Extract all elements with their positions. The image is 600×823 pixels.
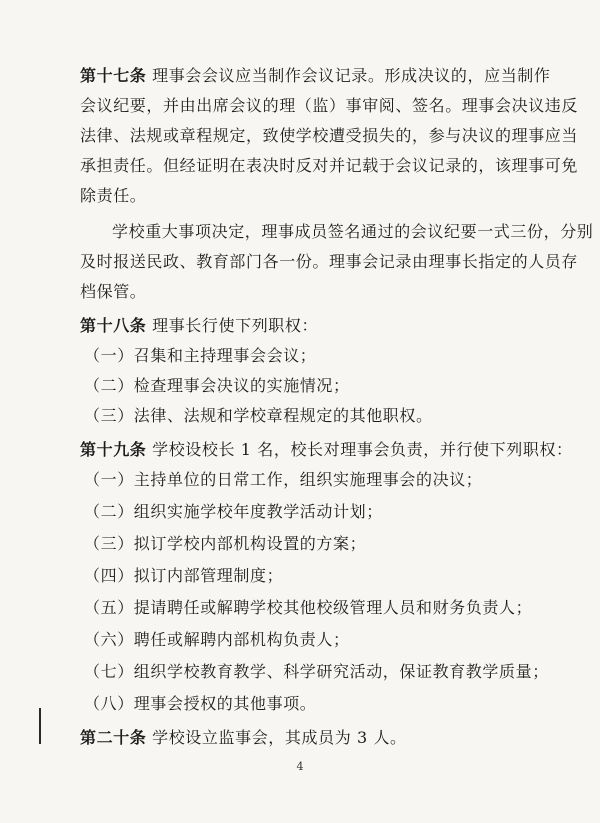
article-18-line [80, 316, 318, 336]
list-item: （六）聘任或解聘内部机构负责人； [84, 630, 350, 649]
list-item: （一）主持单位的日常工作，组织实施理事会的决议； [84, 470, 483, 489]
margin-mark [39, 708, 41, 744]
paragraph-line: 学校重大事项决定，理事成员签名通过的会议纪要一式三份，分别 [112, 222, 594, 241]
article-17-heading: 第十七条 [80, 66, 147, 85]
paragraph-line: 承担责任。但经证明在表决时反对并记载于会议记录的，该理事可免 [80, 156, 579, 175]
list-item: （二）组织实施学校年度教学活动计划； [84, 502, 383, 521]
page-number: 4 [296, 760, 304, 773]
article-19-text: 学校设校长 1 名，校长对理事会负责，并行使下列职权： [146, 440, 573, 459]
list-item: （七）组织学校教育教学、科学研究活动，保证教育教学质量； [84, 662, 549, 681]
paragraph-line: 除责任。 [80, 186, 147, 205]
article-20-line [80, 728, 407, 748]
article-18-heading: 第十八条 [80, 316, 147, 335]
paragraph-line: 及时报送民政、教育部门各一份。理事会记录由理事长指定的人员存 [80, 252, 579, 271]
list-item: （二）检查理事会决议的实施情况； [84, 376, 350, 395]
paragraph-line: 法律、法规或章程规定，致使学校遭受损失的，参与决议的理事应当 [80, 126, 579, 145]
paragraph-line: 档保管。 [80, 282, 147, 301]
article-17-line [80, 66, 551, 86]
article-19-heading: 第十九条 [80, 440, 147, 459]
article-18-text: 理事长行使下列职权： [146, 316, 319, 335]
list-item: （一）召集和主持理事会会议； [84, 346, 317, 365]
article-20-heading: 第二十条 [80, 728, 147, 747]
article-17-text: 理事会会议应当制作会议记录。形成决议的，应当制作 [146, 66, 551, 85]
article-19-line [80, 440, 573, 460]
article-20-text: 学校设立监事会，其成员为 3 人。 [146, 728, 407, 747]
list-item: （三）拟订学校内部机构设置的方案； [84, 534, 367, 553]
list-item: （三）法律、法规和学校章程规定的其他职权。 [84, 406, 433, 425]
list-item: （五）提请聘任或解聘学校其他校级管理人员和财务负责人； [84, 598, 533, 617]
paragraph-line: 会议纪要，并由出席会议的理（监）事审阅、签名。理事会决议违反 [80, 96, 579, 115]
list-item: （八）理事会授权的其他事项。 [84, 694, 317, 713]
list-item: （四）拟订内部管理制度； [84, 566, 284, 585]
